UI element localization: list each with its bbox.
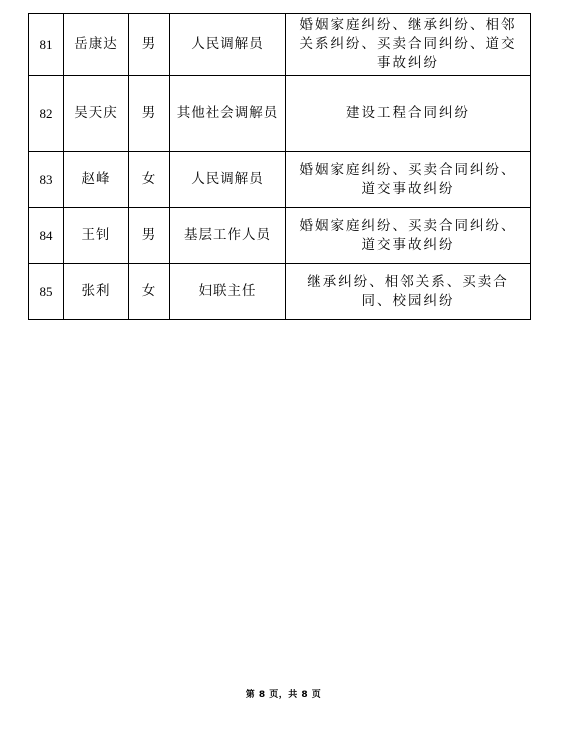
row-number: 84 <box>29 208 64 264</box>
mediator-gender: 男 <box>129 14 170 76</box>
dispute-types: 继承纠纷、相邻关系、买卖合同、校园纠纷 <box>286 264 531 320</box>
mediator-table <box>28 13 531 320</box>
row-number: 81 <box>29 14 64 76</box>
table-row <box>29 76 531 152</box>
mediator-gender: 男 <box>129 76 170 152</box>
table-row <box>29 264 531 320</box>
mediator-gender: 女 <box>129 264 170 320</box>
mediator-role: 妇联主任 <box>170 264 286 320</box>
mediator-role: 人民调解员 <box>170 152 286 208</box>
mediator-name: 吴天庆 <box>64 76 129 152</box>
row-number: 82 <box>29 76 64 152</box>
row-number: 83 <box>29 152 64 208</box>
mediator-gender: 男 <box>129 208 170 264</box>
mediator-role: 人民调解员 <box>170 14 286 76</box>
mediator-name: 赵峰 <box>64 152 129 208</box>
dispute-types: 建设工程合同纠纷 <box>286 76 531 152</box>
dispute-types: 婚姻家庭纠纷、买卖合同纠纷、道交事故纠纷 <box>286 152 531 208</box>
row-number: 85 <box>29 264 64 320</box>
mediator-gender: 女 <box>129 152 170 208</box>
mediator-name: 张利 <box>64 264 129 320</box>
dispute-types: 婚姻家庭纠纷、买卖合同纠纷、道交事故纠纷 <box>286 208 531 264</box>
mediator-role: 基层工作人员 <box>170 208 286 264</box>
table-row <box>29 208 531 264</box>
mediator-role: 其他社会调解员 <box>170 76 286 152</box>
table-row <box>29 152 531 208</box>
mediator-name: 王钊 <box>64 208 129 264</box>
table-row <box>29 14 531 76</box>
mediator-name: 岳康达 <box>64 14 129 76</box>
page-number-footer: 第 8 页，共 8 页 <box>245 690 322 700</box>
dispute-types: 婚姻家庭纠纷、继承纠纷、相邻关系纠纷、买卖合同纠纷、道交事故纠纷 <box>286 14 531 76</box>
